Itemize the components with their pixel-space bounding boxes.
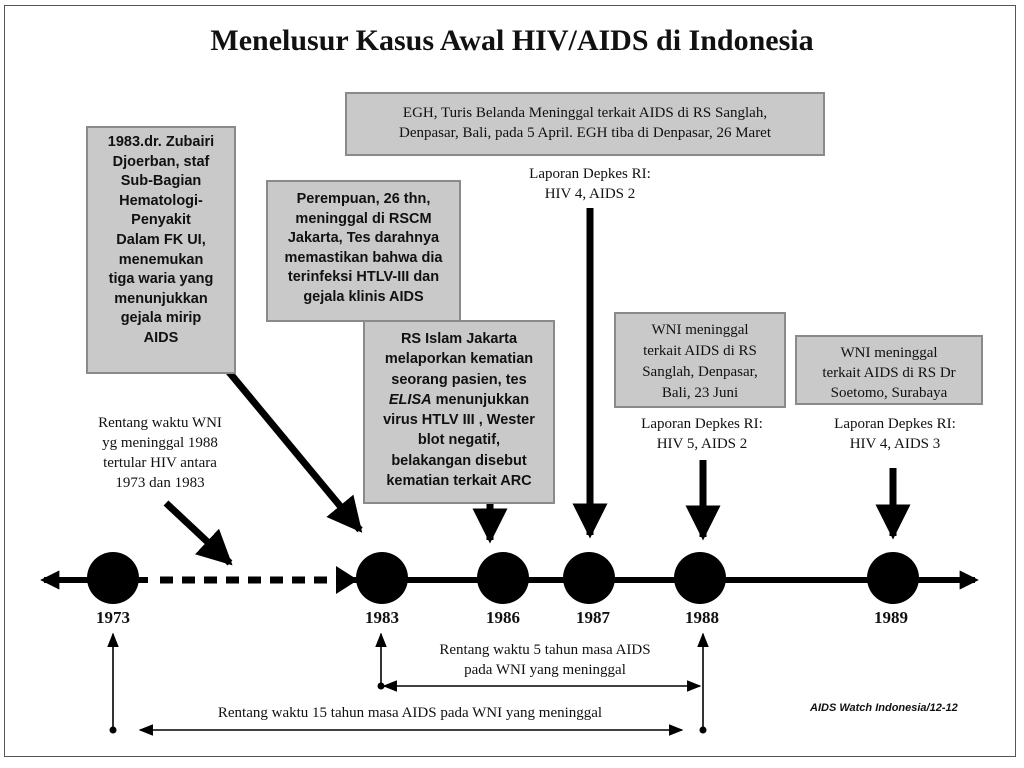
box-zubairi-line: Sub-Bagian (120, 173, 202, 190)
diagram-title: Menelusur Kasus Awal HIV/AIDS di Indonesia (210, 24, 814, 57)
box-zubairi (86, 126, 236, 374)
year-label-1989: 1989 (874, 608, 908, 627)
box-rs-islam-line: blot negatif, (417, 432, 501, 449)
box-rs-islam-line: seorang pasien, tes (391, 371, 527, 388)
arrow-rentang-to-dotted (166, 503, 230, 563)
elisa-term: ELISA (388, 391, 432, 408)
box-wni-soetomo (795, 335, 983, 405)
node-1987 (563, 552, 615, 604)
label-depkes-1988-line: Laporan Depkes RI: (641, 416, 763, 432)
label-rentang-5-line: pada WNI yang meninggal (464, 662, 626, 678)
label-rentang-15-line: Rentang waktu 15 tahun masa AIDS pada WNI yang meninggal (217, 705, 603, 721)
node-1983 (356, 552, 408, 604)
box-rs-islam-line: kematian terkait ARC (386, 473, 532, 490)
label-rentang-wni-1988 (60, 413, 260, 493)
box-zubairi-line: 1983.dr. Zubairi (107, 134, 215, 150)
year-label-1986: 1986 (486, 608, 520, 627)
label-depkes-1987-line: HIV 4, AIDS 2 (544, 186, 636, 202)
box-wni-sanglah-line: Bali, 23 Juni (661, 385, 739, 401)
label-rentang-line: 1973 dan 1983 (115, 475, 205, 491)
box-rs-islam-line: melaporkan kematian (384, 351, 534, 368)
box-egh-line: Denpasar, Bali, pada 5 April. EGH tiba di Denpasar, 26 Maret (398, 125, 772, 141)
label-depkes-1989-line: Laporan Depkes RI: (834, 416, 956, 432)
box-wni-soetomo-line: terkait AIDS di RS Dr (822, 365, 956, 381)
node-1989 (867, 552, 919, 604)
box-rs-islam-line: belakangan disebut (391, 452, 527, 469)
box-egh-line: EGH, Turis Belanda Meninggal terkait AIDS di RS Sanglah, (402, 105, 768, 121)
label-depkes-1987-line: Laporan Depkes RI: (529, 166, 651, 182)
label-depkes-1987 (500, 164, 680, 204)
box-zubairi-line: Dalam FK UI, (116, 231, 206, 248)
year-label-1988: 1988 (685, 608, 719, 627)
box-wni-soetomo-line: WNI meninggal (840, 345, 938, 361)
box-perempuan-line: Perempuan, 26 thn, (296, 191, 431, 207)
box-wni-sanglah-line: terkait AIDS di RS (643, 343, 757, 359)
year-label-1987: 1987 (576, 608, 610, 627)
box-rs-islam (363, 320, 555, 504)
box-wni-soetomo-line: Soetomo, Surabaya (830, 385, 948, 401)
box-perempuan-line: memastikan bahwa dia (284, 249, 443, 266)
box-rs-islam-line: RS Islam Jakarta (400, 331, 518, 347)
node-1988 (674, 552, 726, 604)
box-zubairi-line: menunjukkan (114, 290, 208, 307)
box-zubairi-line: Djoerban, staf (112, 153, 210, 170)
box-zubairi-line: menemukan (118, 251, 204, 268)
box-wni-sanglah-line: Sanglah, Denpasar, (642, 364, 758, 380)
node-1986 (477, 552, 529, 604)
box-rs-islam-line: ELISA menunjukkan (388, 391, 530, 408)
box-perempuan-line: meninggal di RSCM (295, 210, 432, 227)
label-depkes-1988 (612, 414, 792, 454)
box-wni-sanglah (614, 312, 786, 408)
label-depkes-1989 (805, 414, 985, 454)
box-wni-sanglah-line: WNI meninggal (651, 322, 749, 338)
box-zubairi-line: gejala mirip (120, 310, 202, 327)
box-zubairi-line: tiga waria yang (108, 271, 214, 288)
box-perempuan (266, 180, 461, 322)
label-rentang-line: Rentang waktu WNI (98, 415, 222, 431)
year-label-1983: 1983 (365, 608, 399, 627)
label-rentang-line: tertular HIV antara (103, 455, 217, 471)
label-rentang-5-tahun (400, 640, 690, 680)
box-perempuan-line: gejala klinis AIDS (303, 288, 424, 305)
box-zubairi-line: AIDS (143, 329, 179, 346)
box-egh (345, 92, 825, 156)
box-perempuan-line: terinfeksi HTLV-III dan (287, 269, 440, 286)
node-1973 (87, 552, 139, 604)
box-rs-islam-line: virus HTLV III , Wester (383, 412, 535, 429)
label-rentang-5-line: Rentang waktu 5 tahun masa AIDS (439, 642, 651, 658)
year-label-1973: 1973 (96, 608, 130, 627)
credit-text: AIDS Watch Indonesia/12-12 (810, 702, 958, 714)
label-rentang-line: yg meninggal 1988 (102, 435, 218, 451)
label-rentang-15-tahun (150, 703, 670, 723)
label-depkes-1989-line: HIV 4, AIDS 3 (849, 436, 941, 452)
box-perempuan-line: Jakarta, Tes darahnya (287, 230, 440, 247)
box-zubairi-line: Hematologi- (119, 192, 203, 209)
box-zubairi-line: Penyakit (131, 212, 191, 229)
label-depkes-1988-line: HIV 5, AIDS 2 (656, 436, 748, 452)
